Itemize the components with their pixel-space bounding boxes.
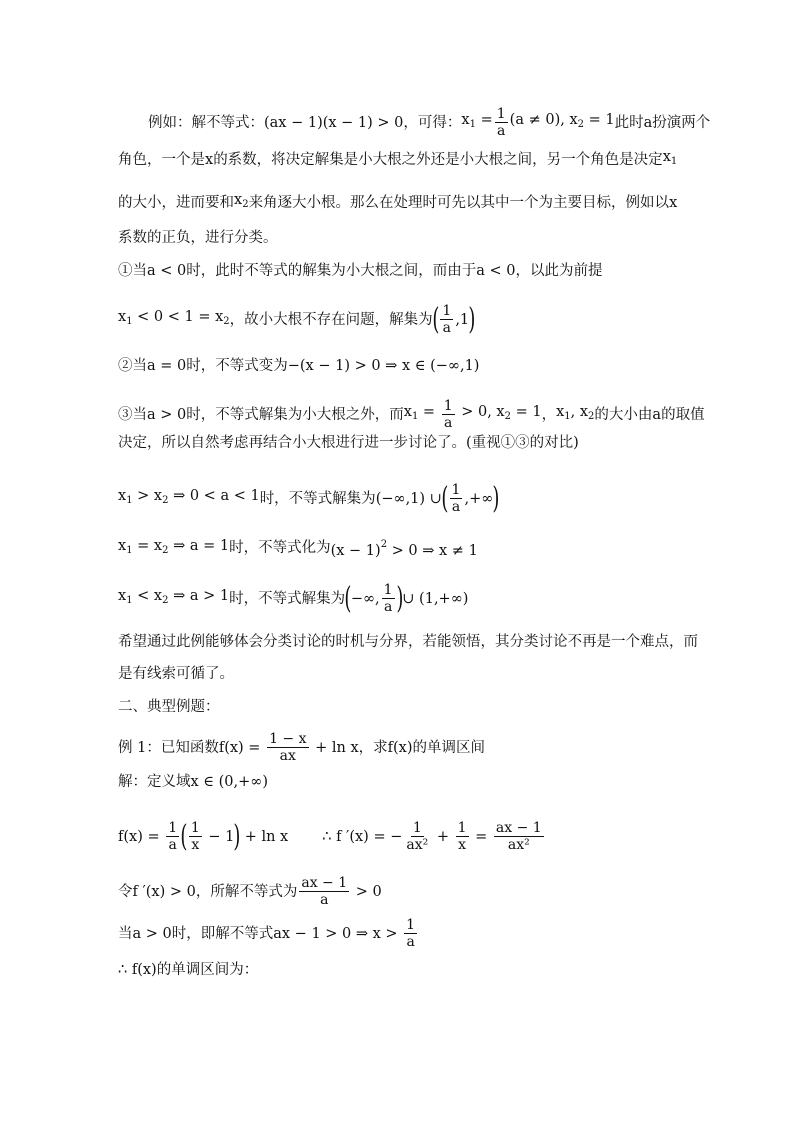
fraction-one-over-a: $\frac{1}{a}$ <box>496 106 506 139</box>
example-1-statement <box>118 731 485 764</box>
case-3-line-2 <box>118 433 579 453</box>
left-paren: ( <box>432 301 440 337</box>
subcase-a-lt-1 <box>118 482 499 515</box>
math-x: x <box>205 151 214 168</box>
fraction: $\frac{1}{x}$ <box>457 820 467 853</box>
text: 此时 <box>614 114 644 131</box>
math-condition: a > 0 <box>147 406 187 423</box>
math-result: ax − 1 > 0 ⇒ x > <box>273 925 403 942</box>
case-1-line-1 <box>118 261 603 281</box>
math-root-x1: $x_1$ = <box>461 112 493 130</box>
subcase-a-eq-1 <box>118 535 478 561</box>
solution-case-a-positive <box>118 917 419 950</box>
paragraph-example-line-3 <box>118 190 677 215</box>
solution-conclusion <box>118 960 258 980</box>
fraction-one-over-a: $\frac{1}{a}$ <box>451 482 461 515</box>
text: 扮演两个 <box>652 114 711 131</box>
fraction: $\frac{1}{x}$ <box>190 820 200 853</box>
text: 系数的正负，进行分类。 <box>118 230 278 246</box>
text: 决定，所以自然考虑再结合小大根进行进一步讨论了。(重视①③的对比) <box>118 435 579 451</box>
right-paren: ) <box>492 480 500 516</box>
math-domain: x ∈ (0,+∞) <box>190 774 269 790</box>
math-chain: $x_1 < 0 < 1 = x_2$ <box>118 309 230 327</box>
fraction-one-over-a: $\frac{1}{a}$ <box>442 303 452 336</box>
math-derivative: ∴ f ′(x) = − <box>322 828 403 845</box>
fraction: $\frac{1}{\text{ax²}}$ <box>406 820 429 853</box>
text: ，所解不等式为 <box>195 883 298 900</box>
math-function: f(x) = <box>118 828 165 845</box>
text: 是有线索可循了。 <box>118 666 234 682</box>
solution-derivative <box>118 820 546 853</box>
subcase-a-gt-1 <box>118 582 468 615</box>
text: 时，此时不等式的解集为小大根之间，而由于 <box>186 263 477 279</box>
math-op: = <box>470 828 492 845</box>
math-log-term: + ln x <box>240 828 289 845</box>
math-condition: a < 0 <box>476 263 516 279</box>
text: 时，即解不等式 <box>171 925 274 942</box>
left-paren: ( <box>441 480 449 516</box>
summary-line-2 <box>118 664 234 684</box>
left-paren: ( <box>180 818 188 854</box>
text: 的单调区间 <box>412 739 486 756</box>
fraction-one-over-a: $\frac{1}{a}$ <box>383 582 393 615</box>
text: 的取值 <box>661 406 705 423</box>
text: 当 <box>118 925 133 942</box>
math-derivative-positive: f ′(x) > 0 <box>132 883 196 900</box>
math-square: $(x - 1)^2 > 0$ ⇒ x ≠ 1 <box>330 539 478 559</box>
text: 希望通过此例能够体会分类讨论的时机与分界，若能领悟，其分类讨论不再是一个难点，而 <box>118 634 698 650</box>
case-1-line-2 <box>118 303 475 336</box>
math-function: f(x) = <box>218 739 266 756</box>
section-title: 二、典型例题： <box>118 699 220 715</box>
text: 令 <box>118 883 133 900</box>
right-paren: ) <box>395 580 403 616</box>
paragraph-example-line-4 <box>118 228 278 248</box>
math-condition: a < 0 <box>147 263 187 279</box>
math-interval: (−∞,1) ∪ <box>375 490 442 507</box>
fraction: $\frac{ax - 1}{\text{ax²}}$ <box>495 820 542 853</box>
math-compare: $x_1 > x_2$ ⇒ 0 < a < 1 <box>118 488 260 506</box>
text: ③当 <box>118 406 147 423</box>
text: ，故小大根不存在问题，解集为 <box>229 311 433 328</box>
math-interval-end: ,+∞ <box>464 490 494 507</box>
left-paren: ( <box>344 580 352 616</box>
math-condition: a = 0 <box>147 358 187 374</box>
text: 的大小由 <box>594 406 653 423</box>
text: 时，不等式变为 <box>186 358 288 374</box>
text: ， <box>541 406 557 423</box>
text: 例 1：已知函数 <box>118 739 219 756</box>
text: 时，不等式化为 <box>229 540 331 556</box>
fraction-one-over-a: $\frac{1}{a}$ <box>443 398 453 431</box>
math-compare: $x_1 < x_2$ ⇒ a > 1 <box>118 588 230 606</box>
text: 的大小，进而要和 <box>118 194 234 211</box>
right-paren: ) <box>233 818 241 854</box>
fraction: $\frac{ax - 1}{a}$ <box>301 875 348 908</box>
math-condition: a > 0 <box>132 925 172 942</box>
right-paren: ) <box>468 301 476 337</box>
text: ，求 <box>358 739 388 756</box>
math-op: > 0 <box>351 883 382 900</box>
math-x1-x2: $x_1$, $x_2$ <box>556 404 595 422</box>
math-a: a <box>652 406 662 423</box>
text: 时，不等式解集为 <box>229 590 346 607</box>
case-3-line-1 <box>118 398 705 431</box>
math-function: f(x) <box>387 739 413 756</box>
text: 例如：解不等式： <box>148 114 264 131</box>
paragraph-example-line-2 <box>118 147 677 172</box>
math-x2: $x_2$ <box>234 192 249 210</box>
math-term: − 1 <box>203 828 235 845</box>
text: 来角逐大小根。那么在处理时可先以其中一个为主要目标，例如以 <box>248 194 670 211</box>
text: 的单调区间为： <box>156 962 259 978</box>
math-compare: $x_1 = x_2$ ⇒ a = 1 <box>118 537 230 556</box>
math-x: x <box>669 194 678 211</box>
math-result: −(x − 1) > 0 ⇒ x ∈ (−∞,1) <box>287 358 480 374</box>
solution-domain <box>118 772 268 792</box>
solution-inequality <box>118 875 382 908</box>
math-interval-start: −∞, <box>350 590 380 607</box>
math-inequality: (ax − 1)(x − 1) > 0 <box>264 114 404 131</box>
text: ②当 <box>118 358 147 374</box>
math-a: a <box>643 114 653 131</box>
math-interval-end: ,1 <box>455 311 470 328</box>
text: 时，不等式解集为 <box>259 490 376 507</box>
text: ，以此为前提 <box>515 263 603 279</box>
math-x1: $x_1$ = <box>403 404 440 422</box>
text: ，可得： <box>403 114 462 131</box>
text: ①当 <box>118 263 147 279</box>
case-2-line <box>118 356 479 376</box>
fraction-function: $\frac{1 - x}{ax}$ <box>269 731 307 764</box>
text: 时，不等式解集为小大根之外，而 <box>186 406 404 423</box>
paragraph-example-line-1 <box>148 106 710 139</box>
math-union: ∪ (1,+∞) <box>402 590 469 607</box>
math-log-term: + ln x <box>310 739 359 756</box>
text: 解：定义域 <box>118 774 191 790</box>
math-x2: > 0, $x_2 = 1$ <box>456 404 542 422</box>
summary-line-1 <box>118 632 698 652</box>
text: 的系数，将决定解集是小大根之外还是小大根之间，另一个角色是决定 <box>213 151 663 168</box>
math-root-x2: (a ≠ 0), $x_2 = 1$ <box>509 112 615 130</box>
fraction: $\frac{1}{a}$ <box>168 820 178 853</box>
text: 角色，一个是 <box>118 151 205 168</box>
math-op: + <box>432 828 454 845</box>
math-function: ∴ f(x) <box>118 962 157 978</box>
section-heading <box>118 697 220 717</box>
math-x1: $x_1$ <box>662 149 678 167</box>
fraction-one-over-a: $\frac{1}{a}$ <box>406 917 416 950</box>
